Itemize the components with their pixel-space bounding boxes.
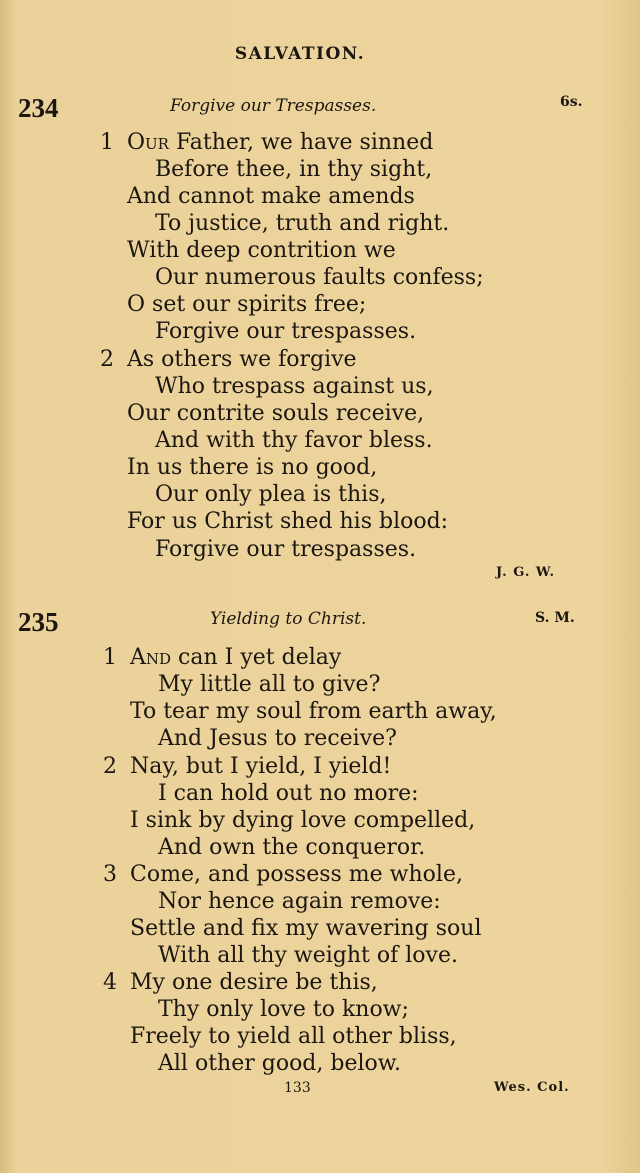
first-line-rest: one desire be this,: [164, 970, 378, 995]
verse-line: Our numerous faults confess;: [155, 265, 484, 290]
verse-line: With all thy weight of love.: [158, 943, 458, 968]
verse-line: In us there is no good,: [127, 455, 378, 480]
first-word: As: [127, 347, 155, 372]
hymn-meter: S. M.: [535, 610, 575, 626]
verse-line: And Jesus to receive?: [158, 726, 397, 751]
first-word: My: [130, 970, 165, 995]
stanza-number: 2: [100, 347, 114, 372]
first-line-rest: Father, we have sinned: [168, 130, 434, 155]
verse-line: [130, 754, 391, 779]
first-word: Come,: [130, 862, 201, 887]
hymn-meter: 6s.: [560, 94, 583, 110]
verse-line: To tear my soul from earth away,: [130, 699, 497, 724]
running-head: SALVATION.: [234, 44, 366, 64]
verse-line: O set our spirits free;: [127, 292, 367, 317]
stanza-number: 1: [103, 645, 117, 670]
attribution: J. G. W.: [496, 565, 555, 580]
verse-line: Nor hence again remove:: [158, 889, 441, 914]
verse-line: And cannot make amends: [127, 184, 415, 209]
first-line-rest: but I yield, I yield!: [178, 754, 392, 779]
verse-line: Settle and fix my wavering soul: [130, 916, 482, 941]
first-word: Our: [127, 130, 169, 155]
verse-line: Before thee, in thy sight,: [155, 157, 433, 182]
first-word: Nay,: [130, 754, 179, 779]
verse-line: [130, 645, 341, 670]
hymn-number: 235: [18, 607, 59, 637]
first-line-rest: others we forgive: [154, 347, 357, 372]
first-line-rest: and possess me whole,: [200, 862, 463, 887]
verse-line: Forgive our trespasses.: [155, 537, 417, 562]
page-number: 133: [284, 1080, 311, 1096]
verse-line: [130, 970, 378, 995]
verse-line: Our contrite souls receive,: [127, 401, 425, 426]
verse-line: And with thy favor bless.: [155, 428, 433, 453]
verse-line: Forgive our trespasses.: [155, 319, 417, 344]
verse-line: Who trespass against us,: [155, 374, 434, 399]
first-line-rest: can I yet delay: [171, 645, 342, 670]
verse-line: All other good, below.: [158, 1051, 401, 1076]
stanza-number: 3: [103, 862, 117, 887]
verse-line: Thy only love to know;: [158, 997, 409, 1022]
verse-line: Freely to yield all other bliss,: [130, 1024, 457, 1049]
verse-line: I can hold out no more:: [158, 781, 419, 806]
verse-line: I sink by dying love compelled,: [130, 808, 476, 833]
verse-line: For us Christ shed his blood:: [127, 509, 449, 534]
stanza-number: 1: [100, 130, 114, 155]
hymn-title: Forgive our Trespasses.: [170, 96, 377, 116]
hymn-number: 234: [18, 93, 59, 123]
verse-line: [130, 862, 463, 887]
verse-line: And own the conqueror.: [158, 835, 426, 860]
first-word: And: [130, 645, 172, 670]
verse-line: With deep contrition we: [127, 238, 396, 263]
verse-line: Our only plea is this,: [155, 482, 387, 507]
verse-line: [127, 347, 357, 372]
attribution: Wes. Col.: [494, 1080, 570, 1095]
verse-line: To justice, truth and right.: [155, 211, 450, 236]
verse-line: My little all to give?: [158, 672, 381, 697]
stanza-number: 4: [103, 970, 117, 995]
stanza-number: 2: [103, 754, 117, 779]
hymn-title: Yielding to Christ.: [210, 609, 367, 629]
verse-line: [127, 130, 433, 155]
